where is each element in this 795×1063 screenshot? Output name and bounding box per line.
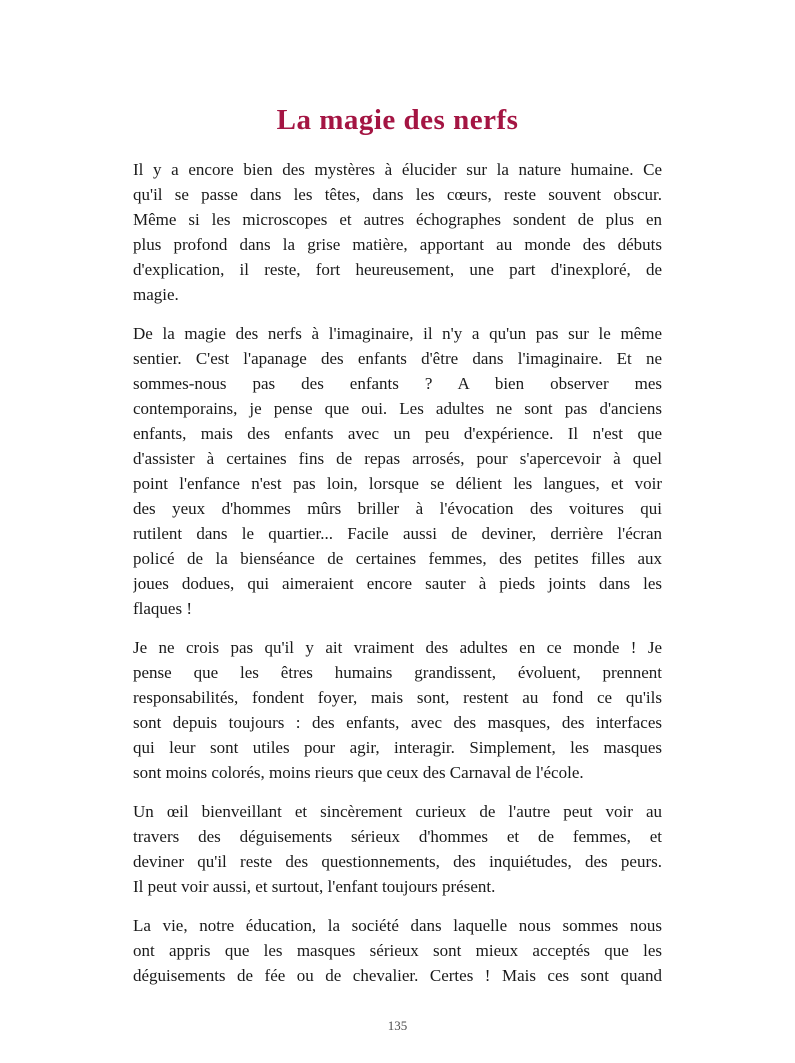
text-line: responsabilités, fondent foyer, mais sont, restent au fond ce qu'ils xyxy=(133,688,662,707)
chapter-title: La magie des nerfs xyxy=(276,104,519,136)
text-line: deviner qu'il reste des questionnements, des inquiétudes, des peurs. xyxy=(133,852,662,871)
text-line: sentier. C'est l'apanage des enfants d'être dans l'imaginaire. Et ne xyxy=(133,349,662,368)
paragraph xyxy=(133,799,662,899)
text-line: déguisements de fée ou de chevalier. Certes ! Mais ces sont quand xyxy=(133,966,662,985)
text-line: travers des déguisements sérieux d'hommes et de femmes, et xyxy=(133,827,662,846)
paragraph xyxy=(133,635,662,785)
text-line: point l'enfance n'est pas loin, lorsque se délient les langues, et voir xyxy=(133,474,662,493)
text-line: d'assister à certaines fins de repas arrosés, pour s'apercevoir à quel xyxy=(133,449,662,468)
text-line: Même si les microscopes et autres échographes sondent de plus en xyxy=(133,210,662,229)
text-line: sont moins colorés, moins rieurs que ceux des Carnaval de l'école. xyxy=(133,763,584,782)
text-line: d'explication, il reste, fort heureusement, une part d'inexploré, de xyxy=(133,260,662,279)
text-line: Il y a encore bien des mystères à élucider sur la nature humaine. Ce xyxy=(133,160,662,179)
text-line: La vie, notre éducation, la société dans laquelle nous sommes nous xyxy=(133,916,662,935)
text-line: contemporains, je pense que oui. Les adultes ne sont pas d'anciens xyxy=(133,399,662,418)
paragraph xyxy=(133,157,662,307)
text-line: des yeux d'hommes mûrs briller à l'évocation des voitures qui xyxy=(133,499,662,518)
text-line: qu'il se passe dans les têtes, dans les cœurs, reste souvent obscur. xyxy=(133,185,662,204)
text-line: Un œil bienveillant et sincèrement curieux de l'autre peut voir au xyxy=(133,802,662,821)
text-line: De la magie des nerfs à l'imaginaire, il n'y a qu'un pas sur le même xyxy=(133,324,662,343)
text-line: sont depuis toujours : des enfants, avec des masques, des interfaces xyxy=(133,713,662,732)
text-line: joues dodues, qui aimeraient encore sauter à pieds joints dans les xyxy=(133,574,662,593)
text-line: flaques ! xyxy=(133,599,193,618)
text-line: plus profond dans la grise matière, apportant au monde des débuts xyxy=(133,235,662,254)
text-line: pense que les êtres humains grandissent, évoluent, prennent xyxy=(133,663,662,682)
body-text xyxy=(133,157,662,1002)
paragraph xyxy=(133,321,662,621)
text-line: sommes-nous pas des enfants ? A bien observer mes xyxy=(133,374,662,393)
text-line: policé de la bienséance de certaines femmes, des petites filles aux xyxy=(133,549,662,568)
text-line: magie. xyxy=(133,285,179,304)
text-line: Il peut voir aussi, et surtout, l'enfant toujours présent. xyxy=(133,877,496,896)
text-line: rutilent dans le quartier... Facile aussi de deviner, derrière l'écran xyxy=(133,524,662,543)
text-line: ont appris que les masques sérieux sont mieux acceptés que les xyxy=(133,941,662,960)
paragraph xyxy=(133,913,662,988)
page-number: 135 xyxy=(387,1018,408,1033)
text-line: enfants, mais des enfants avec un peu d'expérience. Il n'est que xyxy=(133,424,662,443)
text-line: Je ne crois pas qu'il y ait vraiment des adultes en ce monde ! Je xyxy=(133,638,662,657)
text-line: qui leur sont utiles pour agir, interagir. Simplement, les masques xyxy=(133,738,662,757)
